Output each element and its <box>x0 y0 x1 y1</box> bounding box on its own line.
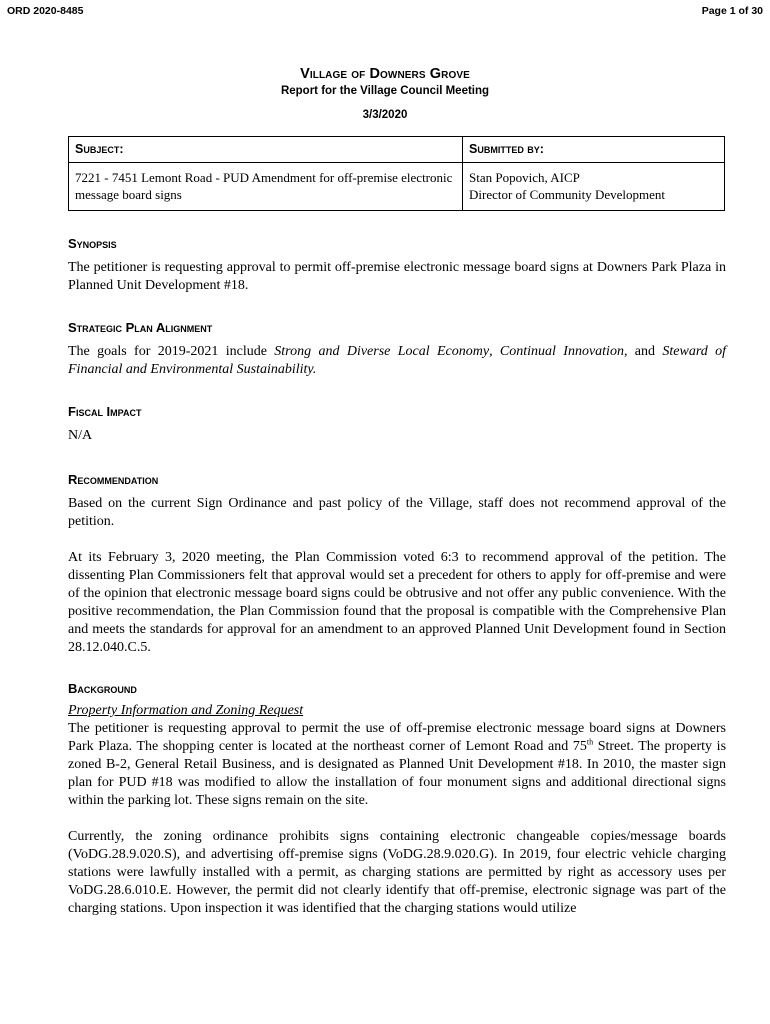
recommendation-heading: Recommendation <box>68 472 159 487</box>
synopsis-text: The petitioner is requesting approval to permit off-premise electronic message board signs at Downers Park Plaza in Planned Unit Development #18. <box>68 260 726 293</box>
goal-innovation: Continual Innovation, <box>499 344 628 359</box>
strategic-section <box>68 320 726 379</box>
recommendation-para-2: At its February 3, 2020 meeting, the Plan Commission voted 6:3 to recommend approval of the petition. The dissenting Plan Commissioners felt that approval would set a precedent for others to apply for off-premise and were of the opinion that electronic message board signs could be obtrusive and not offer any public convenience. With the positive recommendation, the Plan Commission found that the proposal is compatible with the Comprehensive Plan and meets the standards for approval for an amendment to an approved Planned Unit Development found in Section 28.12.040.C.5. <box>68 550 726 655</box>
ordinal-suffix: th <box>586 737 594 747</box>
subject-value: 7221 - 7451 Lemont Road - PUD Amendment for off-premise electronic message board signs <box>69 163 463 211</box>
background-para-2: Currently, the zoning ordinance prohibits signs containing electronic changeable copies/message boards (VoDG.28.9.020.S), and advertising off-premise signs (VoDG.28.9.020.G). In 2019, four electric vehicle charging stations were lawfully installed with a permit, as charging stations are permitted by right as accessory uses per VoDG.28.6.010.E. However, the permit did not clearly identify that off-premise, electronic signage was part of the charging stations. Upon inspection it was identified that the charging stations would utilize <box>68 829 726 916</box>
goal-stewardship: Steward of Financial and Environmental Sustainability. <box>68 344 727 377</box>
goal-separator: and <box>627 344 663 359</box>
submitter-name: Stan Popovich, AICP <box>469 170 580 185</box>
background-subheading: Property Information and Zoning Request <box>68 703 304 718</box>
submitter-title: Director of Community Development <box>469 187 666 202</box>
page-number: Page 1 of 30 <box>701 5 763 17</box>
title-block <box>0 66 770 121</box>
fiscal-text: N/A <box>68 428 93 443</box>
fiscal-section <box>68 404 726 445</box>
strategic-heading: Strategic Plan Alignment <box>68 320 213 335</box>
recommendation-para-1: Based on the current Sign Ordinance and past policy of the Village, staff does not recommend approval of the petition. <box>68 496 726 529</box>
background-para-1-text-cont: Street. The property is zoned B-2, General Retail Business, and is designated as Planned Unit Development #18. In 2010, the master sign plan for PUD #18 was modified to allow the installation of four monument signs and additional directional signs within the parking lot. These signs remain on the site. <box>68 739 727 808</box>
page-subtitle: Report for the Village Council Meeting <box>280 85 490 97</box>
background-section <box>68 681 726 918</box>
background-para-1 <box>68 720 726 810</box>
page-title: Village of Downers Grove <box>300 66 470 82</box>
strategic-prefix: The goals for 2019-2021 include <box>68 344 275 359</box>
meeting-date: 3/3/2020 <box>362 109 408 121</box>
synopsis-section <box>68 236 726 295</box>
goal-separator: , <box>489 344 500 359</box>
document-id: ORD 2020-8485 <box>7 5 84 17</box>
synopsis-heading: Synopsis <box>68 236 117 251</box>
info-table <box>68 136 725 211</box>
strategic-text <box>68 343 726 379</box>
recommendation-section <box>68 472 726 657</box>
submitted-by-value <box>463 163 725 211</box>
background-para-1-text: The petitioner is requesting approval to permit the use of off-premise electronic message board signs at Downers Park Plaza. The shopping center is located at the northeast corner of Lemont Road and 75 <box>68 721 726 754</box>
background-heading: Background <box>68 681 137 696</box>
fiscal-heading: Fiscal Impact <box>68 404 142 419</box>
submitted-by-label: Submitted by: <box>463 137 725 163</box>
goal-economy: Strong and Diverse Local Economy <box>274 344 490 359</box>
subject-label: Subject: <box>69 137 463 163</box>
